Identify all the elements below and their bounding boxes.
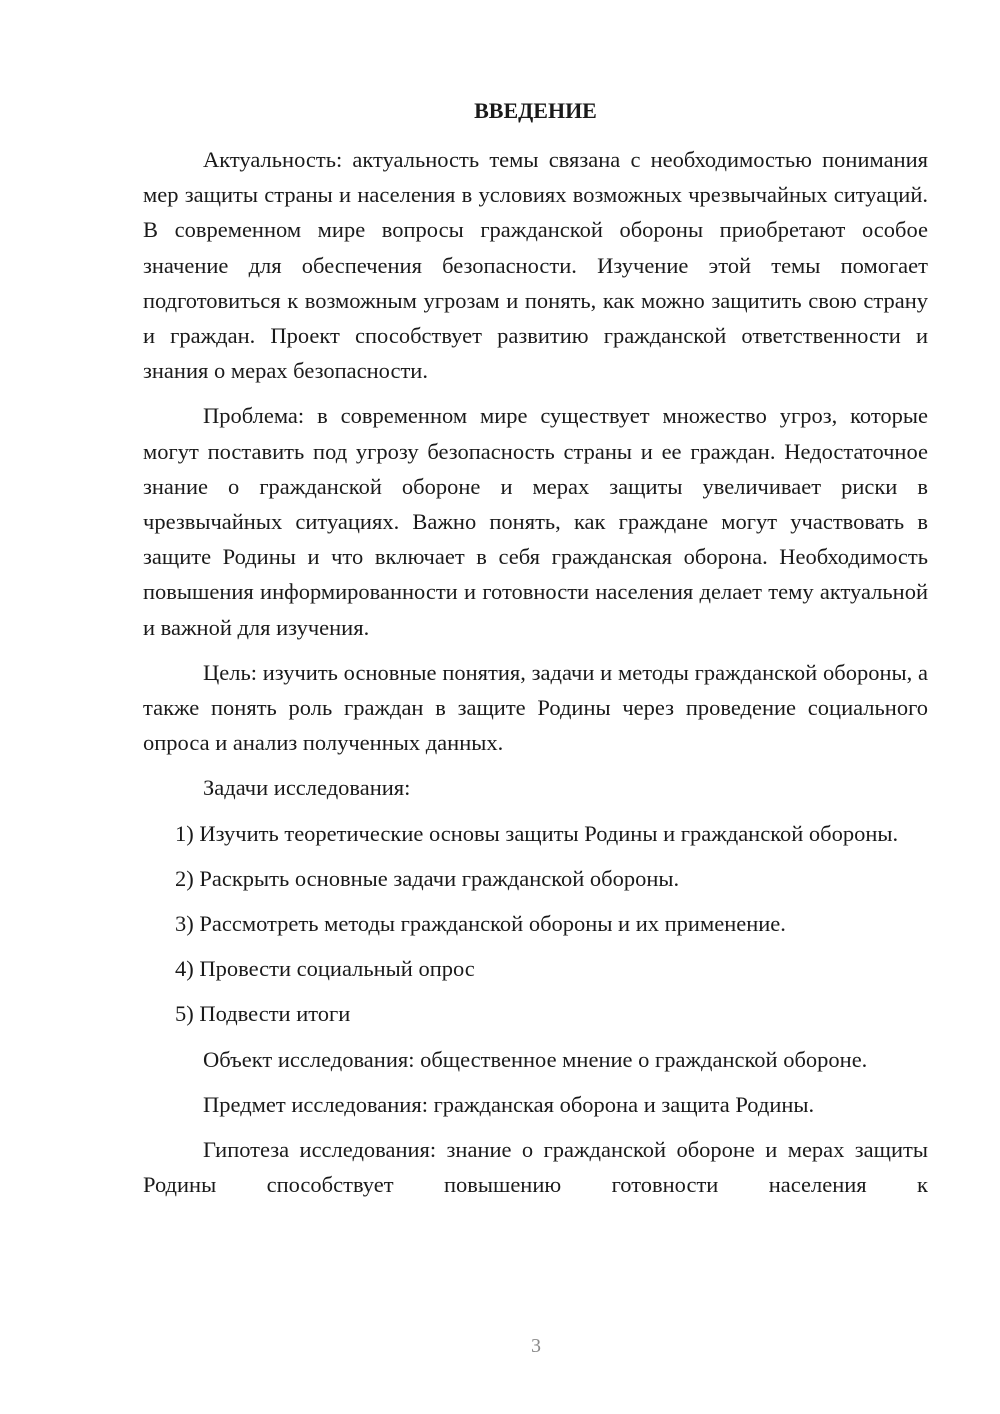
paragraph-hypothesis: Гипотеза исследования: знание о гражданской обороне и мерах защиты Родины способствует повышению готовности населения к [143, 1137, 928, 1198]
paragraph-problem: Проблема: в современном мире существует множество угроз, которые могут поставить под угрозу безопасность страны и ее граждан. Недостаточное знание о гражданской обороне и мерах защиты увеличивает риски в чрезвычайных ситуациях. Важно понять, как граждане могут участвовать в защите Родины и что включает в себя гражданская оборона. Необходимость повышения информированности и готовности населения делает тему актуальной и важной для изучения. [143, 403, 928, 640]
paragraph-tasks-heading: Задачи исследования: [203, 775, 411, 801]
document-body [143, 142, 928, 1212]
paragraph-subject: Предмет исследования: гражданская оборона и защита Родины. [203, 1091, 815, 1117]
list-item-task-5: 5) Подвести итоги [175, 1001, 351, 1027]
page-number: 3 [531, 1335, 541, 1357]
list-item-task-2: 2) Раскрыть основные задачи гражданской обороны. [175, 865, 680, 891]
paragraph-goal: Цель: изучить основные понятия, задачи и методы гражданской обороны, а также понять роль граждан в защите Родины через проведение социального опроса и анализ полученных данных. [143, 659, 928, 756]
paragraph-relevance: Актуальность: актуальность темы связана с необходимостью понимания мер защиты страны и населения в условиях возможных чрезвычайных ситуаций. В современном мире вопросы гражданской обороны приобретают особое значение для обеспечения безопасности. Изучение этой темы помогает подготовиться к возможным угрозам и понять, как можно защитить свою страну и граждан. Проект способствует развитию гражданской ответственности и знания о мерах безопасности. [143, 147, 928, 384]
list-item-task-1: 1) Изучить теоретические основы защиты Родины и гражданской обороны. [175, 820, 899, 846]
list-item-task-4: 4) Провести социальный опрос [175, 956, 475, 982]
list-item-task-3: 3) Рассмотреть методы гражданской обороны и их применение. [175, 911, 786, 937]
paragraph-object: Объект исследования: общественное мнение о гражданской обороне. [203, 1046, 868, 1072]
document-title: ВВЕДЕНИЕ [474, 98, 597, 123]
